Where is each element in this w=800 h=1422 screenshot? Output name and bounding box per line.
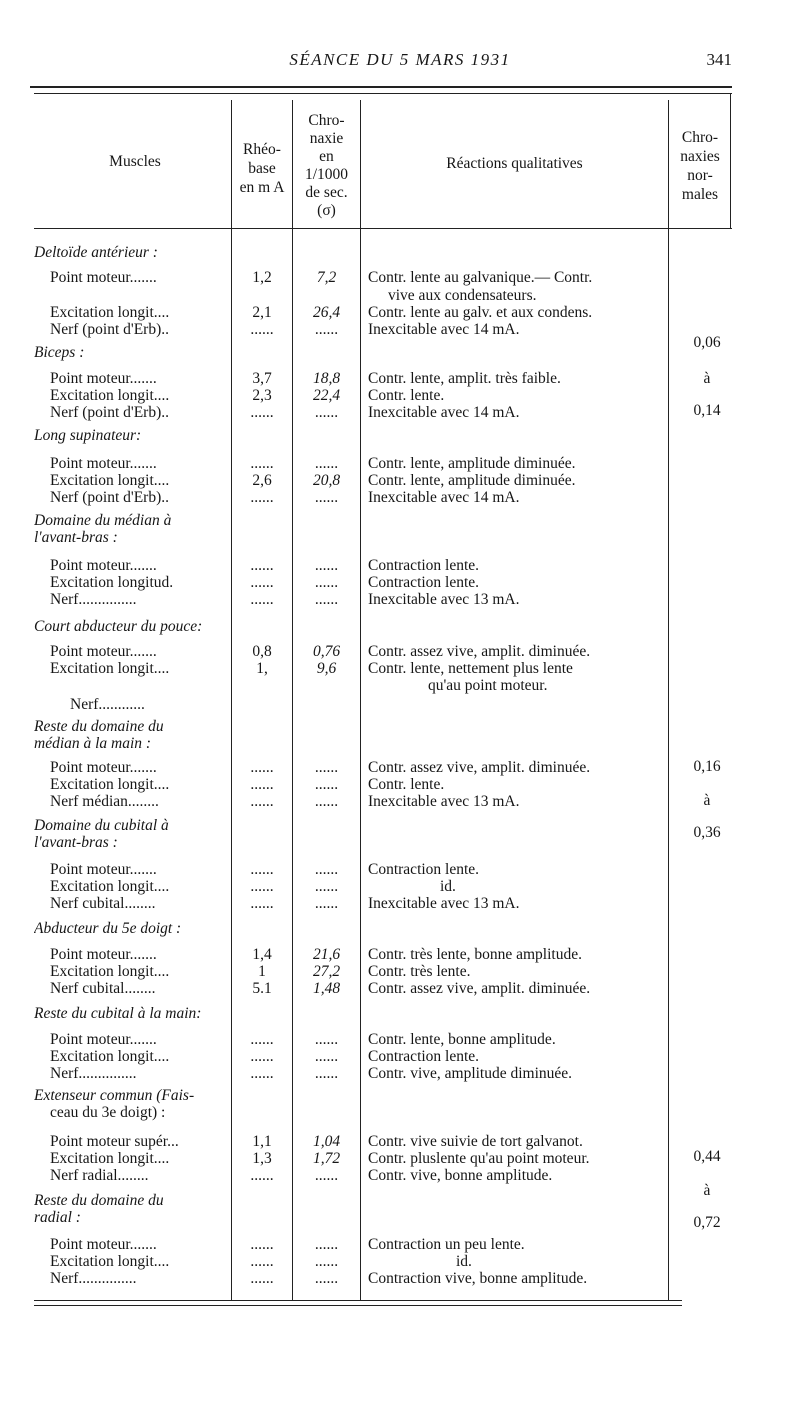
rheobase-value: 0,8 [252,643,272,660]
qualitative-reaction: Contr. lente. [368,387,445,404]
chronaxie-value: ...... [314,1031,339,1048]
muscle-site-label: Nerf............... [50,1065,137,1082]
qualitative-reaction: Inexcitable avec 14 mA. [368,489,520,506]
muscle-site-label: Point moteur....... [50,455,157,472]
qualitative-reaction: Contraction un peu lente. [368,1236,525,1253]
chronaxie-value: 0,76 [312,643,341,660]
chronaxie-value: ...... [314,404,339,421]
qualitative-reaction: Contr. assez vive, amplit. diminuée. [368,643,591,660]
qualitative-reaction: Contr. lente, amplitude diminuée. [368,455,576,472]
muscle-site-label: Nerf (point d'Erb).. [50,404,170,421]
muscle-site-label: Point moteur....... [50,759,157,776]
muscle-site-label: Point moteur....... [50,861,157,878]
qualitative-reaction: Contraction lente. [368,1048,480,1065]
section-heading: Domaine du cubital à [34,817,169,834]
col-header-normales-line: nor- [687,167,713,184]
normal-chronaxie-value: 0,14 [693,402,721,419]
rheobase-value: ...... [250,776,274,793]
col-header-rheobase-line: Rhéo- [243,141,281,158]
normal-chronaxie-value: à [703,1182,711,1199]
muscle-site-label: Excitation longit.... [50,472,170,489]
rheobase-value: 2,3 [252,387,272,404]
col-header-chronaxie-line: (σ) [317,202,336,219]
qualitative-reaction: Contr. vive, amplitude diminuée. [368,1065,573,1082]
chronaxie-value: ...... [314,1236,339,1253]
rheobase-value: ...... [250,557,274,574]
section-heading: Deltoïde antérieur : [34,244,158,261]
col-header-normales [669,128,731,204]
chronaxie-value: ...... [314,321,339,338]
chronaxie-value: 1,48 [312,980,341,997]
chronaxie-value: 21,6 [312,946,341,963]
normal-chronaxie-value: 0,44 [693,1148,721,1165]
qualitative-reaction: Contraction lente. [368,557,480,574]
col-header-chronaxie-line: Chro- [308,112,345,129]
rheobase-value: ...... [250,895,274,912]
qualitative-reaction: Contr. lente, amplitude diminuée. [368,472,576,489]
muscle-site-label: Nerf (point d'Erb).. [50,489,170,506]
muscle-site-label: Excitation longit.... [50,387,170,404]
muscle-site-label: Excitation longitud. [50,574,174,591]
rheobase-value: 2,6 [252,472,272,489]
muscle-site-label: Nerf (point d'Erb).. [50,321,170,338]
qualitative-reaction: Contr. assez vive, amplit. diminuée. [368,759,591,776]
qualitative-reaction: Contr. assez vive, amplit. diminuée. [368,980,591,997]
section-heading: radial : [34,1209,81,1226]
muscle-site-label: Excitation longit.... [50,776,170,793]
chronaxie-value: ...... [314,591,339,608]
chronaxie-value: ...... [314,574,339,591]
col-header-normales-line: Chro- [681,129,719,146]
chronaxie-value: 1,04 [312,1133,341,1150]
col-header-normales-line: males [681,186,719,203]
qualitative-reaction: Contraction lente. [368,574,480,591]
muscle-site-label: Nerf radial........ [50,1167,149,1184]
rheobase-value: 1 [258,963,266,980]
col-divider-3 [360,100,361,1300]
chronaxie-value: ...... [314,455,339,472]
rheobase-value: ...... [250,1236,274,1253]
muscle-site-label: Excitation longit.... [50,1048,170,1065]
col-header-chronaxie-line: naxie [309,130,344,147]
header-bottom-rule [34,228,732,229]
chronaxie-value: 9,6 [316,660,337,677]
normal-chronaxie-value: 0,72 [693,1214,721,1231]
table-bottom-rule-inner [34,1305,682,1306]
normal-chronaxie-value: 0,36 [693,824,721,841]
chronaxie-value: 20,8 [312,472,341,489]
rheobase-value: ...... [250,793,274,810]
normal-chronaxie-value: 0,16 [693,758,721,775]
section-heading: Reste du cubital à la main: [34,1005,202,1022]
chronaxie-value: 27,2 [312,963,341,980]
muscle-site-label: Excitation longit.... [50,963,170,980]
rheobase-value: ...... [250,1270,274,1287]
qualitative-reaction: Inexcitable avec 13 mA. [368,793,520,810]
col-divider-4 [668,100,669,1300]
muscle-site-label: Excitation longit.... [50,878,170,895]
muscle-site-label: Nerf cubital........ [50,895,156,912]
rheobase-value: 1,1 [252,1133,272,1150]
qualitative-reaction: Inexcitable avec 14 mA. [368,404,520,421]
muscle-site-label: Nerf cubital........ [50,980,156,997]
chronaxie-value: ...... [314,1065,339,1082]
qualitative-reaction: Contr. lente, amplit. très faible. [368,370,561,387]
qualitative-reaction: Contr. vive, bonne amplitude. [368,1167,553,1184]
chronaxie-value: ...... [314,1048,339,1065]
rheobase-value: ...... [250,404,274,421]
table-bottom-rule [34,1300,682,1301]
chronaxie-value: ...... [314,1270,339,1287]
rheobase-value: ...... [250,861,274,878]
muscle-site-label: Excitation longit.... [50,660,170,677]
chronaxie-value: 7,2 [316,269,337,286]
rheobase-value: ...... [250,878,274,895]
page-number: 341 [706,50,732,69]
muscle-site-label: Point moteur....... [50,1236,157,1253]
muscle-site-label: Point moteur....... [50,946,157,963]
rheobase-value: 1,4 [252,946,272,963]
qualitative-reaction: Contr. lente, nettement plus lente [368,660,573,677]
chronaxie-value: ...... [314,861,339,878]
rheobase-value: 1, [256,660,268,677]
normal-chronaxie-value: à [703,370,711,387]
chronaxie-value: ...... [314,489,339,506]
muscle-site-label: Nerf............ [70,696,145,713]
qualitative-reaction: Contr. lente, bonne amplitude. [368,1031,556,1048]
muscle-site-label: Point moteur....... [50,1031,157,1048]
qualitative-reaction: Contraction lente. [368,861,480,878]
qualitative-reaction: Contr. pluslente qu'au point moteur. [368,1150,590,1167]
table-top-rule-inner [34,93,732,94]
col-header-chronaxie-line: de sec. [305,184,348,201]
chronaxie-value: ...... [314,793,339,810]
col-header-chronaxie-line: 1/1000 [304,166,349,183]
chronaxie-value: ...... [314,557,339,574]
chronaxie-value: ...... [314,1253,339,1270]
rheobase-value: ...... [250,489,274,506]
col-header-normales-line: naxies [680,148,720,165]
chronaxie-value: ...... [314,878,339,895]
section-heading: médian à la main : [34,735,152,752]
col-header-rheobase [232,140,292,197]
section-heading: Domaine du médian à [34,512,172,529]
rheobase-value: 2,1 [252,304,272,321]
qualitative-reaction: id. [456,1253,472,1270]
muscle-site-label: Excitation longit.... [50,1253,170,1270]
rheobase-value: ...... [250,759,274,776]
chronaxie-value: 18,8 [312,370,341,387]
rheobase-value: ...... [250,574,274,591]
rheobase-value: 1,2 [252,269,272,286]
chronaxie-value: ...... [314,1167,339,1184]
table-top-rule [30,86,732,88]
section-heading: Reste du domaine du [34,1192,164,1209]
muscle-site-label: Point moteur....... [50,269,157,286]
qualitative-reaction: Contr. très lente. [368,963,471,980]
qualitative-reaction: Contr. lente au galvanique.— Contr. [368,269,593,286]
chronaxie-value: 26,4 [312,304,341,321]
rheobase-value: ...... [250,1048,274,1065]
qualitative-reaction: Inexcitable avec 14 mA. [368,321,520,338]
section-heading: Long supinateur: [34,427,142,444]
qualitative-reaction: Inexcitable avec 13 mA. [368,591,520,608]
col-header-chronaxie [293,112,360,220]
rheobase-value: 3,7 [252,370,272,387]
chronaxie-value: 22,4 [312,387,341,404]
rheobase-value: ...... [250,455,274,472]
section-heading: Abducteur du 5e doigt : [34,920,182,937]
qualitative-reaction: Inexcitable avec 13 mA. [368,895,520,912]
rheobase-value: ...... [250,1253,274,1270]
muscle-site-label: Point moteur....... [50,370,157,387]
chronaxie-value: 1,72 [312,1150,341,1167]
qualitative-reaction: vive aux condensateurs. [388,287,537,304]
section-heading: l'avant-bras : [34,529,118,546]
col-header-rheobase-line: base [248,160,276,177]
muscle-site-label: Point moteur....... [50,643,157,660]
qualitative-reaction: Contraction vive, bonne amplitude. [368,1270,588,1287]
muscle-site-label: Excitation longit.... [50,1150,170,1167]
normal-chronaxie-value: 0,06 [693,334,721,351]
muscle-site-label: Point moteur....... [50,557,157,574]
muscle-site-label: Excitation longit.... [50,304,170,321]
col-header-reactions: Réactions qualitatives [446,155,583,172]
rheobase-value: ...... [250,591,274,608]
qualitative-reaction: Contr. lente au galv. et aux condens. [368,304,593,321]
section-heading: l'avant-bras : [34,834,118,851]
qualitative-reaction: id. [440,878,456,895]
col-header-chronaxie-line: en [319,148,334,165]
rheobase-value: ...... [250,1031,274,1048]
muscle-site-label: Nerf............... [50,1270,137,1287]
running-header-title: SÉANCE DU 5 MARS 1931 [289,50,511,69]
rheobase-value: ...... [250,321,274,338]
muscle-site-label: ceau du 3e doigt) : [50,1104,166,1121]
qualitative-reaction: Contr. lente. [368,776,445,793]
chronaxie-value: ...... [314,895,339,912]
col-header-muscles: Muscles [109,153,161,170]
col-header-rheobase-line: en m A [239,179,285,196]
rheobase-value: 5.1 [252,980,272,997]
section-heading: Extenseur commun (Fais- [34,1087,195,1104]
qualitative-reaction: Contr. très lente, bonne amplitude. [368,946,582,963]
muscle-site-label: Nerf médian........ [50,793,159,810]
muscle-site-label: Point moteur supér... [50,1133,179,1150]
section-heading: Biceps : [34,344,85,361]
rheobase-value: 1,3 [252,1150,272,1167]
qualitative-reaction: qu'au point moteur. [428,677,548,694]
section-heading: Court abducteur du pouce: [34,618,203,635]
muscle-site-label: Nerf............... [50,591,137,608]
section-heading: Reste du domaine du [34,718,164,735]
qualitative-reaction: Contr. vive suivie de tort galvanot. [368,1133,583,1150]
rheobase-value: ...... [250,1065,274,1082]
chronaxie-value: ...... [314,776,339,793]
chronaxie-value: ...... [314,759,339,776]
normal-chronaxie-value: à [703,792,711,809]
rheobase-value: ...... [250,1167,274,1184]
